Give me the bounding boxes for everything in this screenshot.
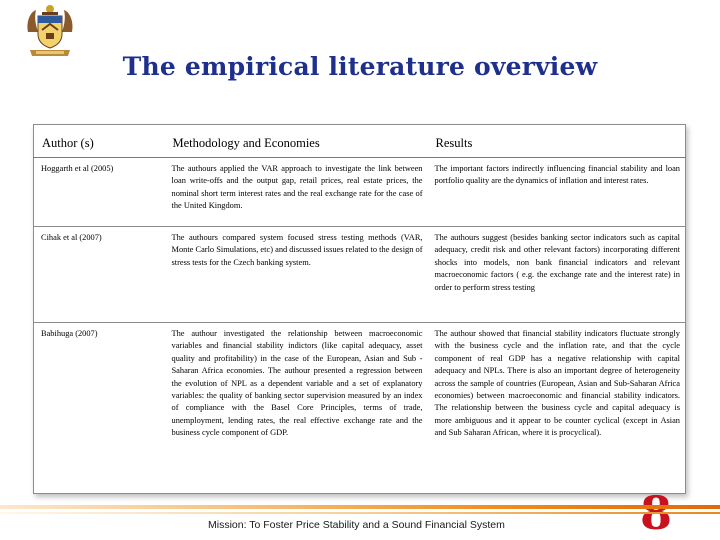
methodology-cell: The authours applied the VAR approach to investigate the link between loan write-offs and the output gap, retail prices, real estate prices, the nominal short term interest rates and the real exchange rate for the case of the United Kingdom. bbox=[165, 158, 428, 227]
results-cell: The important factors indirectly influencing financial stability and loan portfolio quality are the dynamics of inflation and interest rates. bbox=[428, 158, 686, 227]
column-header-author: Author (s) bbox=[34, 125, 165, 158]
table-row bbox=[34, 323, 686, 494]
author-cell: Hoggarth et al (2005) bbox=[34, 158, 165, 227]
table-row bbox=[34, 158, 686, 227]
column-header-results: Results bbox=[428, 125, 686, 158]
table-header-row bbox=[34, 125, 686, 158]
author-cell: Cihak et al (2007) bbox=[34, 227, 165, 323]
mission-statement: Mission: To Foster Price Stability and a Sound Financial System bbox=[208, 519, 505, 531]
author-cell: Babihuga (2007) bbox=[34, 323, 165, 494]
page-title: The empirical literature overview bbox=[122, 52, 598, 81]
table-row bbox=[34, 227, 686, 323]
methodology-cell: The authours compared system focused stress testing methods (VAR, Monte Carlo Simulations, etc) and discussed issues related to the design of stress tests for the Czech banking system. bbox=[165, 227, 428, 323]
footer-divider bbox=[0, 505, 720, 509]
literature-table bbox=[33, 124, 686, 494]
footer-divider-secondary bbox=[0, 512, 720, 514]
column-header-methodology: Methodology and Economies bbox=[165, 125, 428, 158]
results-cell: The authours suggest (besides banking sector indicators such as capital adequacy, credit risk and other relevant factors) incorporating different shocks into models, non bank financial indicators and relevant macroeconomic factors ( e.g. the exchange rate and the interest rate) in order to perform stress testing bbox=[428, 227, 686, 323]
methodology-cell: The authour investigated the relationship between macroeconomic variables and financial stability indictors (like capital adequacy, asset quality and profitability) in the case of the European, Asian and Sub -Saharan Africa economies. The authour presented a regression between the evolution of NPL as a dependent variable and a set of explanatory variables: the quality of banking sector supervision measured by an index of compliance with the Basel Core Principles, terms of trade, unemployment, lending rates, the real effective exchange rate and the business cycle component of GDP. bbox=[165, 323, 428, 494]
results-cell: The authour showed that financial stability indicators fluctuate strongly with the business cycle and the inflation rate, and that the cycle component of real GDP has a negative relationship with capital adequacy and NPLs. There is also an important degree of heterogeneity across the sample of countries (European, Asian and Sub-Saharan Africa economies) between macroeconomic and financial stability indicators. The relationship between the business cycle and capital adequacy is more ambiguous and it appear to be counter cyclical (except in Asian and Sub Saharan African, where it is procyclical). bbox=[428, 323, 686, 494]
